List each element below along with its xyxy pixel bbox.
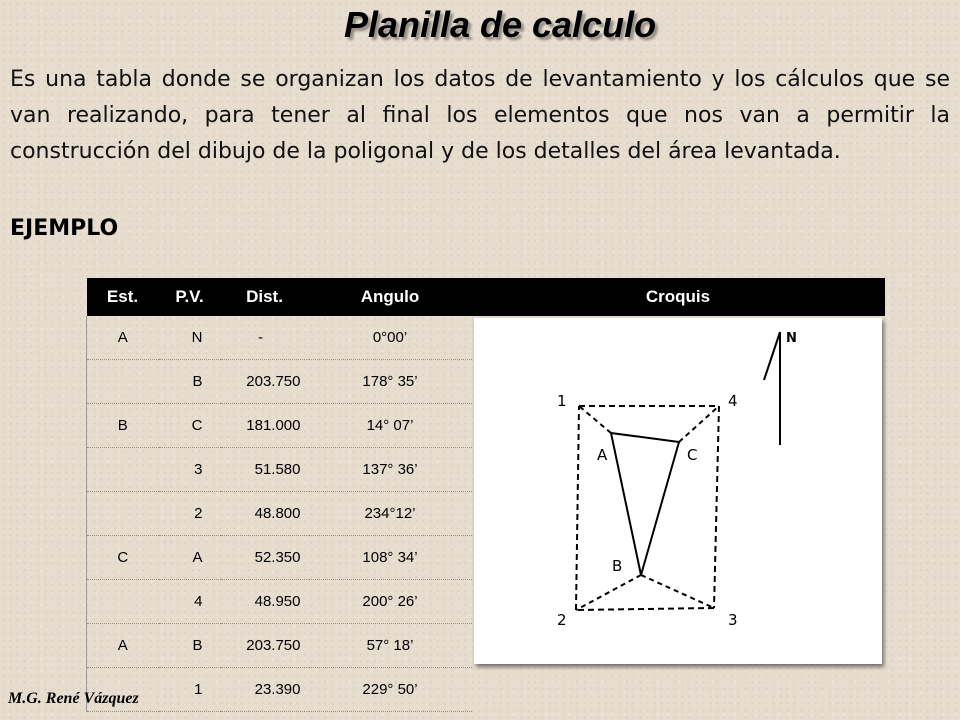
- cell-pv: 2: [159, 492, 221, 536]
- cell-est: [87, 580, 159, 624]
- cell-dist: 51.580: [221, 448, 309, 492]
- cell-angulo: 14° 07’: [309, 404, 472, 448]
- cell-dist: 203.750: [221, 624, 309, 668]
- table-row: [87, 404, 472, 448]
- table-row: [87, 668, 472, 712]
- point-label-b: B: [612, 557, 623, 575]
- edge-c-b: [641, 442, 679, 575]
- point-label-1: 1: [557, 392, 567, 410]
- example-label: EJEMPLO: [10, 216, 119, 241]
- ray-c-4: [679, 406, 719, 442]
- cell-dist: 52.350: [221, 536, 309, 580]
- cell-est: [87, 492, 159, 536]
- cell-angulo: 229° 50’: [309, 668, 472, 712]
- header-dist: Dist.: [221, 278, 309, 316]
- calculation-table: [86, 278, 472, 712]
- header-croquis: Croquis: [471, 278, 885, 316]
- cell-pv: 4: [159, 580, 221, 624]
- cell-pv: 3: [159, 448, 221, 492]
- edge-b-a: [611, 433, 641, 575]
- table-row: [87, 360, 472, 404]
- cell-dist: 48.800: [221, 492, 309, 536]
- cell-pv: 1: [159, 668, 221, 712]
- cell-est: B: [87, 404, 159, 448]
- cell-angulo: 0°00’: [309, 316, 472, 360]
- point-label-4: 4: [728, 392, 738, 410]
- ray-b-3: [641, 575, 714, 608]
- table-row: [87, 492, 472, 536]
- cell-est: [87, 360, 159, 404]
- point-label-a: A: [597, 446, 608, 464]
- ray-a-1: [579, 406, 611, 433]
- cell-pv: B: [159, 624, 221, 668]
- table-header-row: [87, 278, 472, 316]
- cell-angulo: 108° 34’: [309, 536, 472, 580]
- header-est: Est.: [87, 278, 159, 316]
- cell-est: A: [87, 316, 159, 360]
- north-label: N: [786, 331, 797, 346]
- polygon-sketch-svg: [474, 318, 882, 664]
- table-row: [87, 580, 472, 624]
- cell-pv: B: [159, 360, 221, 404]
- cell-angulo: 234°12’: [309, 492, 472, 536]
- edge-a-c: [611, 433, 679, 442]
- cell-angulo: 200° 26’: [309, 580, 472, 624]
- north-arrow-head: [764, 332, 780, 380]
- cell-est: A: [87, 624, 159, 668]
- edge-2-1: [576, 406, 579, 610]
- cell-est: C: [87, 536, 159, 580]
- table-row: [87, 624, 472, 668]
- slide-title: Planilla de calculo: [343, 4, 657, 45]
- table-row: [87, 316, 472, 360]
- cell-dist: 203.750: [221, 360, 309, 404]
- cell-angulo: 137° 36’: [309, 448, 472, 492]
- header-pv: P.V.: [159, 278, 221, 316]
- point-label-c: C: [687, 446, 698, 464]
- intro-paragraph: Es una tabla donde se organizan los datos de levantamiento y los cálculos que se van realizando, para tener al final los elementos que nos van a permitir la construcción del dibujo de la poligonal y de los detalles del área levantada.: [10, 67, 950, 164]
- croquis-sketch: [474, 318, 882, 664]
- edge-4-3: [714, 406, 719, 608]
- point-label-3: 3: [728, 611, 738, 629]
- cell-pv: A: [159, 536, 221, 580]
- point-label-2: 2: [557, 611, 567, 629]
- cell-pv: N: [159, 316, 221, 360]
- table-row: [87, 448, 472, 492]
- cell-angulo: 57° 18’: [309, 624, 472, 668]
- cell-dist: 23.390: [221, 668, 309, 712]
- edge-3-2: [576, 608, 714, 610]
- cell-dist: 48.950: [221, 580, 309, 624]
- cell-est: [87, 448, 159, 492]
- cell-angulo: 178° 35’: [309, 360, 472, 404]
- cell-pv: C: [159, 404, 221, 448]
- table-row: [87, 536, 472, 580]
- ray-b-2: [576, 575, 641, 610]
- cell-dist: 181.000: [221, 404, 309, 448]
- header-angulo: Angulo: [309, 278, 472, 316]
- author-credit: M.G. René Vázquez: [8, 690, 139, 707]
- cell-dist: -: [221, 316, 309, 360]
